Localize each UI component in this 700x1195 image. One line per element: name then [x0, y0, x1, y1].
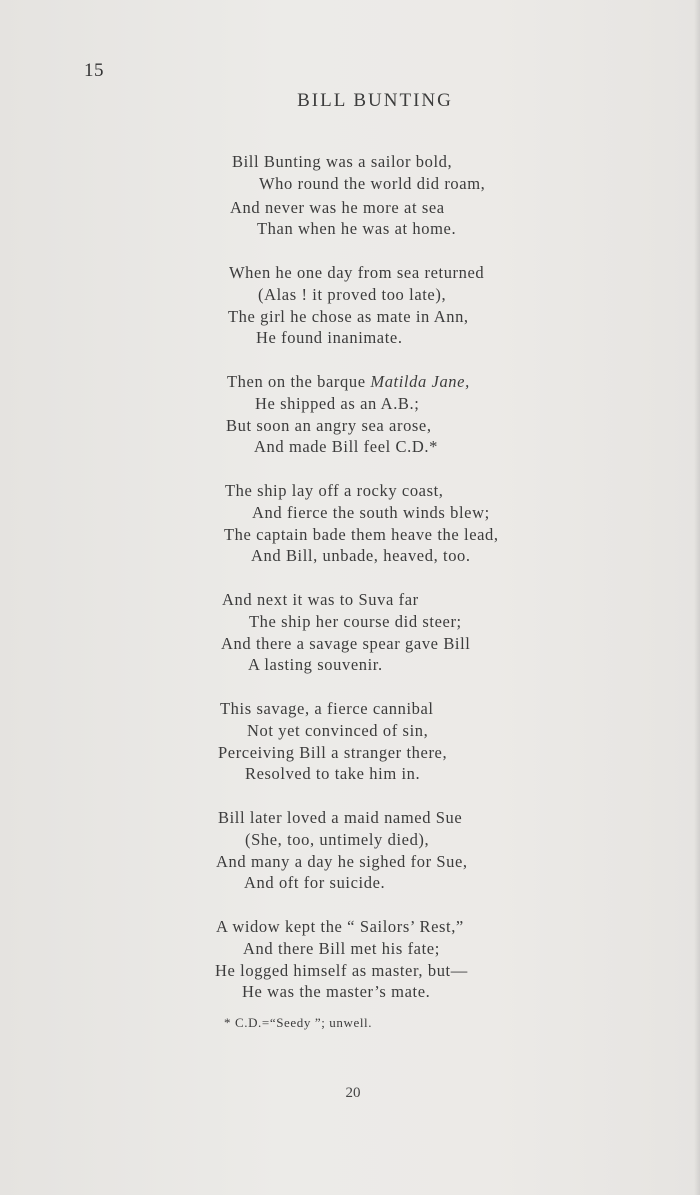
poem-line: And next it was to Suva far: [222, 590, 419, 609]
poem-line: A widow kept the “ Sailors’ Rest,”: [216, 917, 464, 936]
poem-line: This savage, a fierce cannibal: [220, 699, 434, 718]
poem-line: And fierce the south winds blew;: [252, 503, 490, 522]
page-number-bottom: 20: [345, 1085, 361, 1101]
poem-line: The girl he chose as mate in Ann,: [228, 307, 469, 326]
poem-line: When he one day from sea returned: [229, 263, 485, 282]
poem-line: And many a day he sighed for Sue,: [216, 852, 468, 871]
poem-line: The ship lay off a rocky coast,: [225, 481, 444, 500]
poem-line: [227, 372, 470, 392]
poem-line: Perceiving Bill a stranger there,: [218, 743, 448, 762]
ship-name: Matilda Jane,: [370, 372, 470, 391]
poem-line: He was the master’s mate.: [242, 982, 431, 1001]
poem-line: And Bill, unbade, heaved, too.: [251, 546, 471, 565]
poem-line: Bill later loved a maid named Sue: [218, 808, 463, 827]
poem-line: He found inanimate.: [256, 328, 403, 347]
poem-line: Resolved to take him in.: [245, 764, 421, 783]
poem-line: And there Bill met his fate;: [243, 939, 440, 958]
poem-line: And oft for suicide.: [244, 873, 386, 892]
poem-line: He shipped as an A.B.;: [255, 394, 420, 413]
poem-line: The ship her course did steer;: [249, 612, 462, 631]
poem-line: A lasting souvenir.: [248, 655, 383, 674]
poem-line: (She, too, untimely died),: [245, 830, 430, 849]
poem-line: Not yet convinced of sin,: [247, 721, 429, 740]
poem-line: But soon an angry sea arose,: [226, 416, 432, 435]
poem-title: BILL BUNTING: [297, 90, 453, 111]
poem-line: And made Bill feel C.D.*: [254, 437, 438, 456]
page-number-top: 15: [84, 60, 104, 81]
poem-line: And never was he more at sea: [230, 198, 445, 217]
poem-line-text: Then on the barque: [227, 372, 371, 391]
poem-line: And there a savage spear gave Bill: [221, 634, 471, 653]
poem-line: (Alas ! it proved too late),: [258, 285, 447, 304]
poem-line: Than when he was at home.: [257, 219, 457, 238]
poem-line: Bill Bunting was a sailor bold,: [232, 152, 453, 171]
poem-line: He logged himself as master, but—: [215, 961, 468, 980]
poem-line: The captain bade them heave the lead,: [224, 525, 499, 544]
footnote: * C.D.=“Seedy ”; unwell.: [224, 1015, 373, 1030]
poem-line: Who round the world did roam,: [259, 174, 486, 193]
